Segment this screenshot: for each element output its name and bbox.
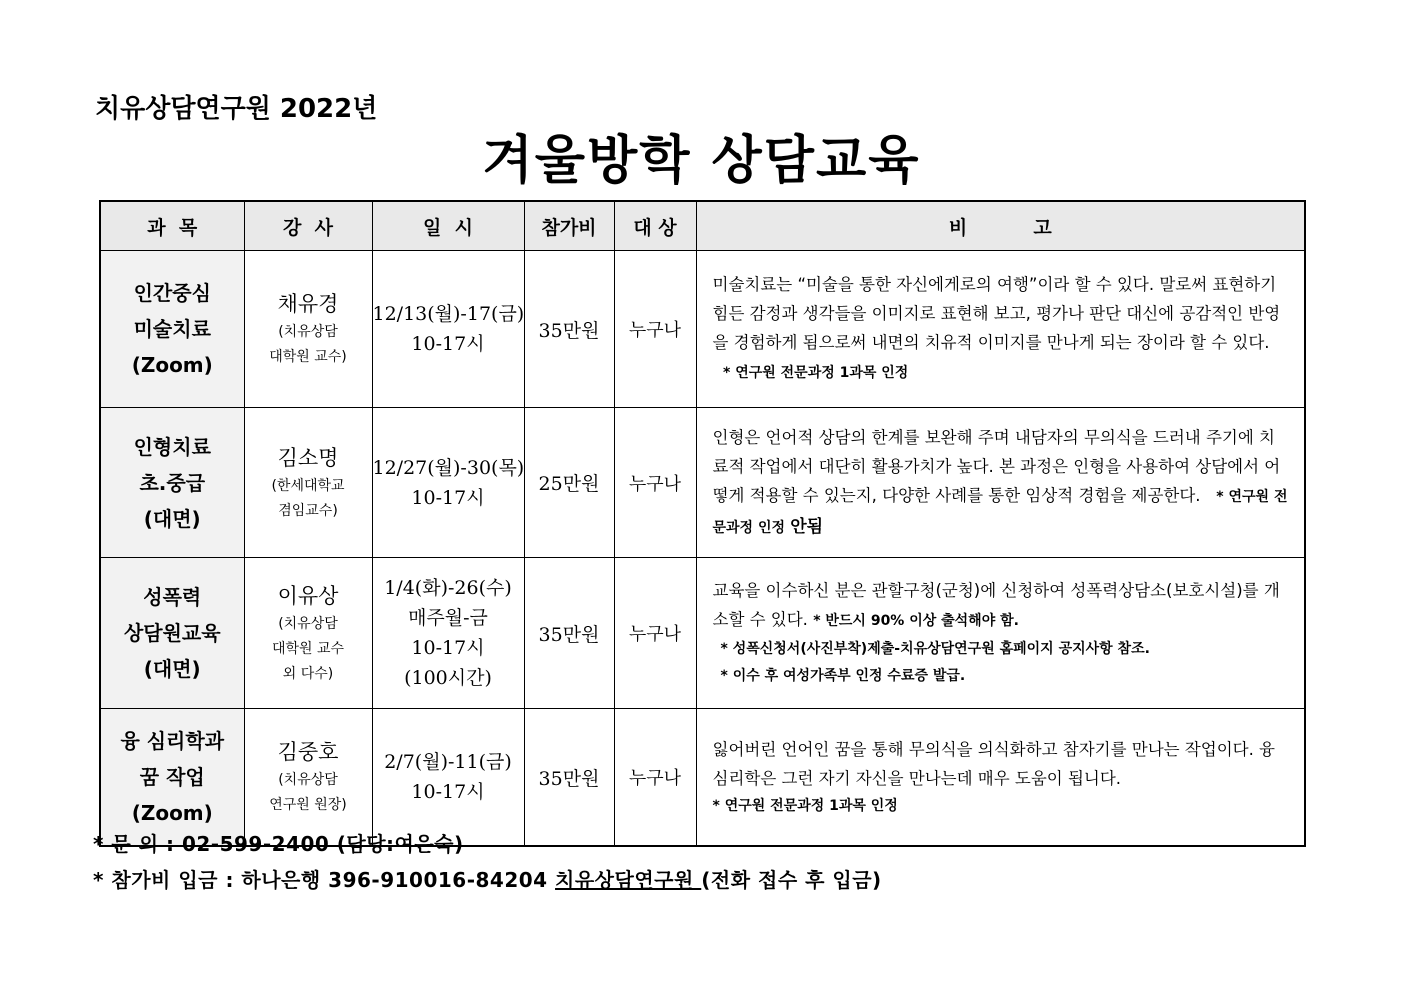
instructor-name: 채유경	[277, 292, 339, 316]
header-subject: 과 목	[100, 201, 244, 251]
date-cell	[372, 251, 524, 408]
page-title: 겨울방학 상담교육	[482, 131, 921, 191]
subject-cell	[100, 558, 244, 709]
note-line: * 성폭신청서(사진부착)제출-치유상담연구원 홈페이지 공지사항 참조.	[720, 641, 1150, 657]
date-cell	[372, 558, 524, 709]
fee-cell: 25만원	[524, 408, 614, 558]
instructor-cell	[244, 408, 372, 558]
date-line: 매주월-금	[408, 607, 488, 629]
note-strong: 안됨	[790, 516, 824, 537]
instructor-affiliation: 연구원 원장)	[269, 797, 347, 813]
subject-line: (대면)	[143, 506, 201, 531]
date-line: 10-17시	[411, 333, 485, 355]
target-cell: 누구나	[614, 251, 696, 408]
header-date: 일 시	[372, 201, 524, 251]
note-text: 교육을 이수하신 분은 관할구청(군청)에 신청하여 성폭력상담소(보호시설)를 개소할 수 있다.	[712, 581, 1280, 629]
subject-line: 미술치료	[133, 317, 211, 341]
target-cell: 누구나	[614, 558, 696, 709]
fee-cell: 35만원	[524, 558, 614, 709]
payment-suffix: (전화 접수 후 입금)	[701, 868, 882, 892]
instructor-cell	[244, 251, 372, 408]
instructor-cell	[244, 709, 372, 847]
subject-line: 초.중급	[139, 470, 206, 495]
note-cell	[696, 408, 1305, 558]
instructor-affiliation: (치유상담	[278, 324, 338, 340]
instructor-affiliation: 외 다수)	[282, 665, 334, 682]
instructor-affiliation: 겸임교수)	[278, 502, 338, 519]
subject-line: (Zoom)	[131, 801, 213, 825]
fee-cell: 35만원	[524, 251, 614, 408]
organization-year-heading: 치유상담연구원 2022년	[95, 94, 378, 124]
subject-line: 인간중심	[133, 281, 211, 305]
note-bold: * 연구원 전문과정 1과목 인정	[723, 365, 909, 381]
subject-line: (Zoom)	[131, 353, 213, 377]
note-line: * 이수 후 여성가족부 인정 수료증 발급.	[720, 668, 966, 684]
fee-cell: 35만원	[524, 709, 614, 847]
table-row	[100, 408, 1305, 558]
table-header-row	[100, 201, 1305, 251]
subject-cell	[100, 408, 244, 558]
note-bold: * 연구원 전문과정 인정	[712, 488, 1288, 536]
instructor-affiliation: (치유상담	[278, 615, 338, 632]
note-text: 잃어버린 언어인 꿈을 통해 무의식을 의식화하고 참자기를 만나는 작업이다. 융 심리학은 그런 자기 자신을 만나는데 매우 도움이 됩니다.	[712, 739, 1275, 788]
date-line: 12/13(월)-17(금)	[372, 303, 525, 325]
note-cell	[696, 709, 1305, 847]
date-line: 10-17시	[411, 486, 485, 509]
instructor-affiliation: (한세대학교	[271, 477, 345, 494]
header-fee: 참가비	[524, 201, 614, 251]
note-text: 인형은 언어적 상담의 한계를 보완해 주며 내담자의 무의식을 드러내 주기에 치료적 작업에서 대단히 활용가치가 높다. 본 과정은 인형을 사용하여 상담에서 어떻게 적용할 수 있는지, 다양한 사례를 통한 임상적 경험을 제공한다.	[712, 427, 1281, 505]
instructor-affiliation: 대학원 교수	[271, 640, 345, 657]
table-row	[100, 558, 1305, 709]
header-instructor: 강 사	[244, 201, 372, 251]
header-note: 비 고	[696, 201, 1305, 251]
note-text: 미술치료는 “미술을 통한 자신에게로의 여행”이라 할 수 있다. 말로써 표현하기 힘든 감정과 생각들을 이미지로 표현해 보고, 평가나 판단 대신에 공감적인 반영을 경험하게 됨으로써 내면의 치유적 이미지를 만나게 되는 장이라 할 수 있다.	[712, 275, 1281, 352]
note-cell	[696, 558, 1305, 709]
instructor-name: 김소명	[277, 445, 339, 470]
date-line: 1/4(화)-26(수)	[384, 577, 512, 599]
date-cell	[372, 709, 524, 847]
payment-account-holder: 치유상담연구원	[555, 868, 702, 892]
target-cell: 누구나	[614, 408, 696, 558]
instructor-affiliation: 대학원 교수)	[269, 349, 347, 365]
date-line: 10-17시	[411, 781, 485, 803]
schedule-table	[99, 200, 1306, 847]
date-line: (100시간)	[404, 667, 492, 689]
subject-cell	[100, 709, 244, 847]
subject-line: 성폭력	[143, 585, 202, 609]
date-line: 2/7(월)-11(금)	[384, 751, 512, 773]
subject-line: 꿈 작업	[139, 765, 205, 789]
subject-line: 융 심리학과	[120, 729, 225, 753]
inquiry-line: * 문 의 : 02-599-2400 (담당:여은숙)	[93, 832, 464, 856]
payment-prefix: * 참가비 입금 : 하나은행 396-910016-84204	[93, 868, 556, 892]
subject-line: (대면)	[143, 657, 201, 681]
note-bold: * 반드시 90% 이상 출석해야 함.	[813, 613, 1019, 629]
subject-line: 인형치료	[133, 434, 211, 459]
date-line: 10-17시	[411, 637, 485, 659]
table-row	[100, 709, 1305, 847]
note-cell	[696, 251, 1305, 408]
subject-cell	[100, 251, 244, 408]
target-cell: 누구나	[614, 709, 696, 847]
note-line: * 연구원 전문과정 1과목 인정	[712, 797, 898, 814]
table-row	[100, 251, 1305, 408]
instructor-name: 김중호	[277, 740, 339, 764]
instructor-affiliation: (치유상담	[278, 772, 338, 788]
date-line: 12/27(월)-30(목)	[372, 456, 525, 479]
header-target: 대 상	[614, 201, 696, 251]
subject-line: 상담원교육	[123, 621, 221, 645]
instructor-cell	[244, 558, 372, 709]
payment-line	[93, 864, 882, 893]
instructor-name: 이유상	[277, 583, 339, 608]
date-cell	[372, 408, 524, 558]
